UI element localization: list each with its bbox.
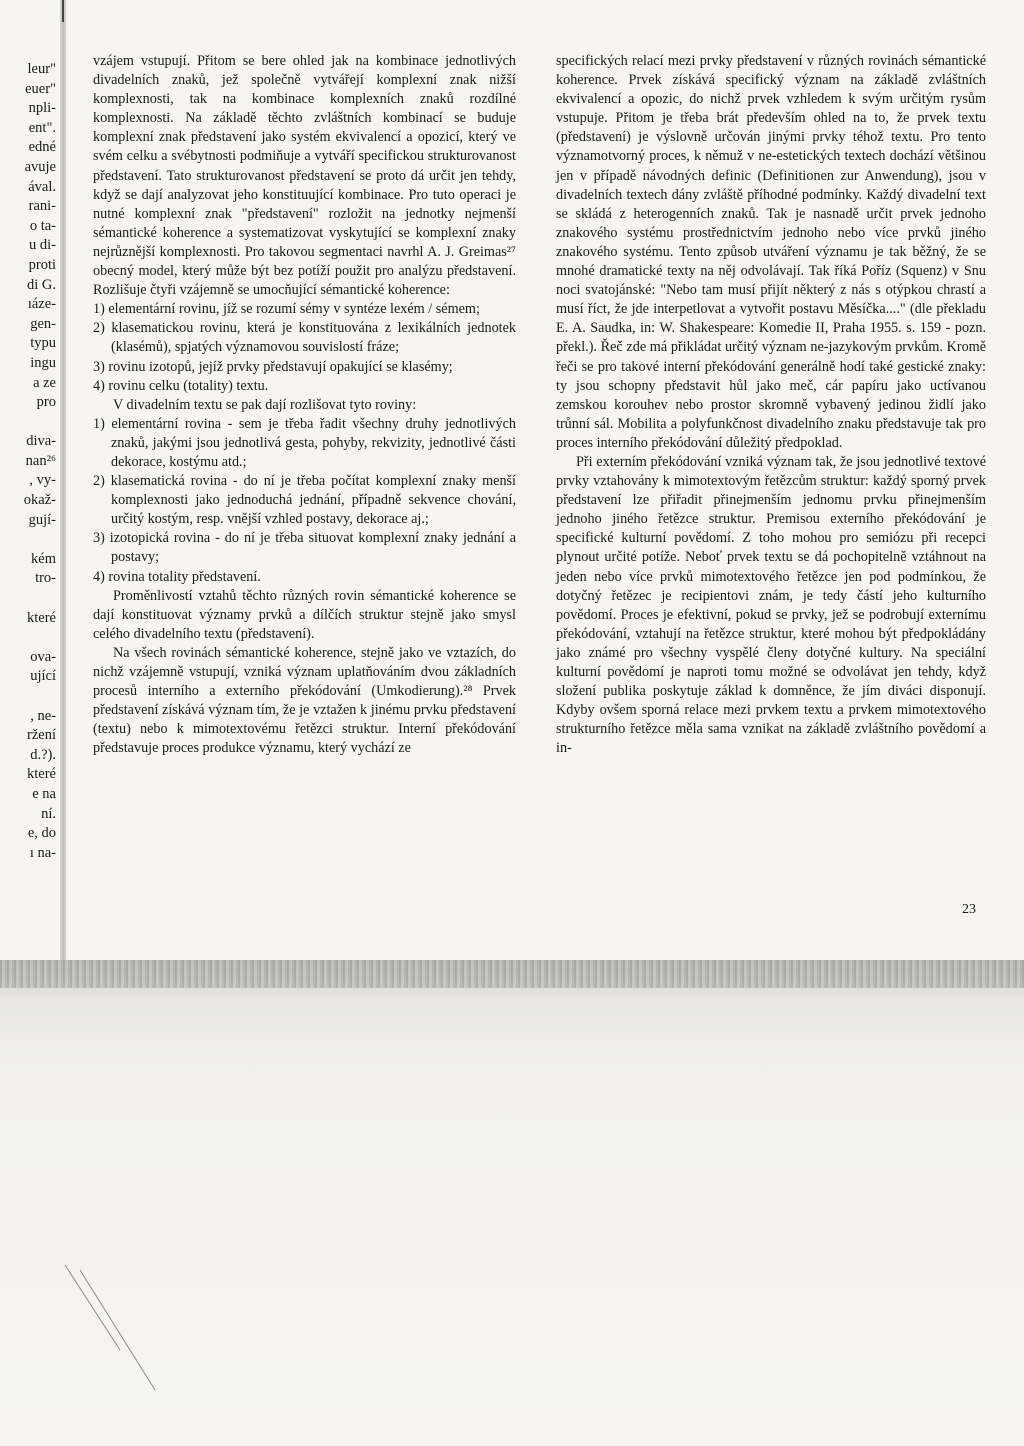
right-paragraph-2: Při externím překódování vzniká význam tak, že jsou jednotlivé textové prvky vztahovány k mimotextovým řetězcům struktur: každý sporný prvek představení lze přiřadit přinejmenším jednomu prvku přinejmenším jednoho jiného řetězce struktur. Premisou externího překódování je specifické kulturní povědomí. Z toho mohou pro semiózu při recepci plynout určité potíže. Neboť prvek textu se dá pochopitelně vztáhnout na jeden nebo více prvků mimotextového řetězce jen pod podmínkou, že dotyčný řetězec je recipientovi znám, je tedy částí jeho kulturního povědomí. Proces je efektivní, pokud se prvky, jež se podrobují externímu překódování, vztahují na řetězce struktur, které mohou být předpokládány jako známé pro všechny vyspělé členy dotyčné kultury. Na speciální kulturní povědomí je naproti tomu možné se odvolávat jen tehdy, když složení publika poskytuje základ k domněnce, že jím diváci disponují. Kdyby ovšem sporná relace mezi prvkem textu a prvkem mimotextového strukturního řetězce měla sama vznikat na základě zvláštního povědomí a in-: [556, 453, 986, 757]
list-item: 2) klasematická rovina - do ní je třeba počítat komplexní znaky menší komplexnosti jako jednoduchá jednání, případně sekvence chování, určitý kostým, resp. vnější vzhled postavy, dekorace aj.;: [93, 473, 516, 528]
list-item: 3) izotopická rovina - do ní je třeba situovat komplexní znaky jednání a postavy;: [93, 530, 516, 566]
margin-fragment: typu: [30, 335, 56, 352]
left-paragraph-3: Proměnlivostí vztahů těchto různých rovin sémantické koherence se dají konstituovat významy prvků a dílčích struktur stejně jako smysl celého divadelního textu (představení).: [93, 587, 516, 642]
list-item: 4) rovina totality představení.: [93, 568, 261, 585]
margin-fragment: [0, 530, 58, 550]
margin-fragment: d.?).: [30, 746, 56, 763]
left-paragraph-1: vzájem vstupují. Přitom se bere ohled jak na kombinace jednotlivých divadelních znaků, jež společně vytvářejí komplexní znak nižší komplexnosti, tak na kombinace komplexních znaků rozdílné komplexnosti. Na základě těchto zvláštních kombinací se buduje komplexní znak představení jako systém ekvivalencí a opozicí, který ve svém celku a svébytnosti podmiňuje a vytváří specifickou strukturovanost představení. Tato strukturovanost představení se proto dá určit jen tehdy, když se dají analyzovat jeho konstituující kombinace. Pro tuto operaci je nutné komplexní znak "představení" rozložit na jednotky nejmenší sémantické koherence a systematizovat vyskytující se komplexní znaky nejrůznější komplexnosti. Pro takovou segmentaci navrhl A. J. Greimas²⁷ obecný model, který může být bez potíží použit pro analýzu představení. Rozlišuje čtyři vzájemně se umocňující sémantické koherence:: [93, 53, 516, 299]
margin-fragment: ní.: [41, 805, 56, 822]
margin-fragment: nan²⁶: [25, 452, 56, 469]
previous-page-margin-text: [0, 60, 58, 863]
margin-fragment: [0, 687, 58, 707]
coherence-levels-list: [93, 300, 516, 395]
margin-fragment: di G.: [27, 276, 56, 293]
margin-fragment: diva-: [26, 433, 56, 450]
margin-fragment: e na: [32, 785, 56, 802]
margin-fragment: ingu: [30, 354, 56, 371]
margin-fragment: rani-: [28, 198, 56, 215]
margin-fragment: které: [27, 609, 56, 626]
right-paragraph-1: specifických relací mezi prvky představení v různých rovinách sémantické koherence. Prvek získává specifický význam na základě zvláštních ekvivalencí a opozic, do nichž prvek vzhledem k svým určitým rysům vstupuje. Přitom je třeba brát především ohled na to, že prvek textu (představení) je výslovně určován jinými prvky téhož textu. Pro tento významotvorný proces, k němuž v ne-estetických textech dochází většinou jen v případě návodných definic (Definitionen zur Anwendung), jsou v divadelních textech dány zvláště příhodné podmínky. Každý divadelní text se skládá z heterogenních znaků. Tak je nasnadě určit prvek jednoho znakového systému prostřednictvím jednoho nebo více prvků jiného znakového systému. Tento způsob utváření významu je tak běžný, že se mnohé dramatické texty na něj odvolávají. Tak říká Poříz (Squenz) v Snu noci svatojánské: "Nebo tam musí přijít některý z nás s otýpkou chrastí a musí říct, že jde interpetlovat a vytvořit postavu Měsíčka...." (dle překladu E. A. Saudka, in: W. Shakespeare: Komedie II, Praha 1955. s. 159 - pozn. překl.). Řeč zde má přikládat určitý význam ne-jazykovým prvkům. Kromě řeči se pro takové interní překódování generálně hodí také gestické znaky: ty jsou schopny představit hůl jako meč, cár papíru jako uctívanou zemskou korouhev nebo prostor skromně vybavený jedinou židlí jako trůnní sál. Mobilita a polyfunkčnost divadelního znaku představuje tak pro proces interního překódování důležitý předpoklad.: [556, 53, 986, 451]
margin-fragment: , ne-: [30, 707, 56, 724]
list-item: 1) elementární rovina - sem je třeba řadit všechny druhy jednotlivých znaků, jakými jsou jednotlivá gesta, pohyby, rekvizity, jednotlivé části dekorace, kostýmu atd.;: [93, 415, 516, 470]
page-number: 23: [962, 902, 976, 917]
margin-fragment: euer": [25, 80, 56, 97]
margin-fragment: okaž-: [23, 492, 56, 509]
margin-fragment: tro-: [35, 570, 56, 587]
margin-fragment: proti: [28, 256, 56, 273]
margin-fragment: edné: [28, 139, 56, 156]
margin-fragment: ova-: [30, 648, 56, 665]
margin-fragment: ující: [30, 668, 56, 685]
margin-fragment: ent".: [28, 119, 56, 136]
binding-mark: [62, 0, 64, 22]
margin-fragment: gují-: [28, 511, 56, 528]
margin-fragment: u di-: [29, 237, 56, 254]
list-item: 3) rovinu izotopů, jejíž prvky představují opakující se klasémy;: [93, 358, 453, 375]
margin-fragment: [0, 628, 58, 648]
left-column: [93, 52, 516, 758]
margin-fragment: [0, 589, 58, 609]
list-item: 2) klasematickou rovinu, která je konstituována z lexikálních jednotek (klasémů), spjatých významovou souvislostí fráze;: [93, 320, 516, 356]
margin-fragment: npli-: [28, 100, 56, 117]
list-item: 1) elementární rovinu, jíž se rozumí sémy v syntéze lexém / sémem;: [93, 301, 480, 318]
left-paragraph-2: V divadelním textu se pak dají rozlišovat tyto roviny:: [113, 396, 417, 413]
margin-fragment: ával.: [28, 178, 56, 195]
margin-fragment: pro: [36, 394, 56, 411]
page-binding-shadow: [60, 0, 66, 960]
margin-fragment: leur": [27, 61, 56, 77]
margin-fragment: ı na-: [29, 844, 56, 861]
pencil-scratch-mark: [60, 1260, 180, 1400]
margin-fragment: a ze: [33, 374, 56, 391]
margin-fragment: které: [27, 766, 56, 783]
list-item: 4) rovinu celku (totality) textu.: [93, 377, 269, 394]
margin-fragment: avuje: [24, 158, 56, 175]
margin-fragment: kém: [31, 550, 56, 567]
scanner-edge-noise: [0, 960, 1024, 988]
margin-fragment: ıáze-: [27, 296, 56, 313]
margin-fragment: , vy-: [29, 472, 56, 489]
margin-fragment: ržení: [27, 727, 56, 744]
margin-fragment: e, do: [27, 825, 56, 842]
left-paragraph-4: Na všech rovinách sémantické koherence, stejně jako ve vztazích, do nichž vzájemně vstupují, vzniká význam uplatňováním dvou základních procesů interního a externího překódování (Umkodierung).²⁸ Prvek představení získává význam tím, že je vztažen k jinému prvku představení (textu) nebo k mimotextovému řetězci struktur. Interní překódování představuje proces produkce významu, který vychází ze: [93, 644, 516, 757]
margin-fragment: gen-: [30, 315, 56, 332]
margin-fragment: [0, 413, 58, 433]
right-column: [556, 52, 986, 758]
margin-fragment: o ta-: [29, 217, 56, 234]
theatre-levels-list: [93, 415, 516, 587]
